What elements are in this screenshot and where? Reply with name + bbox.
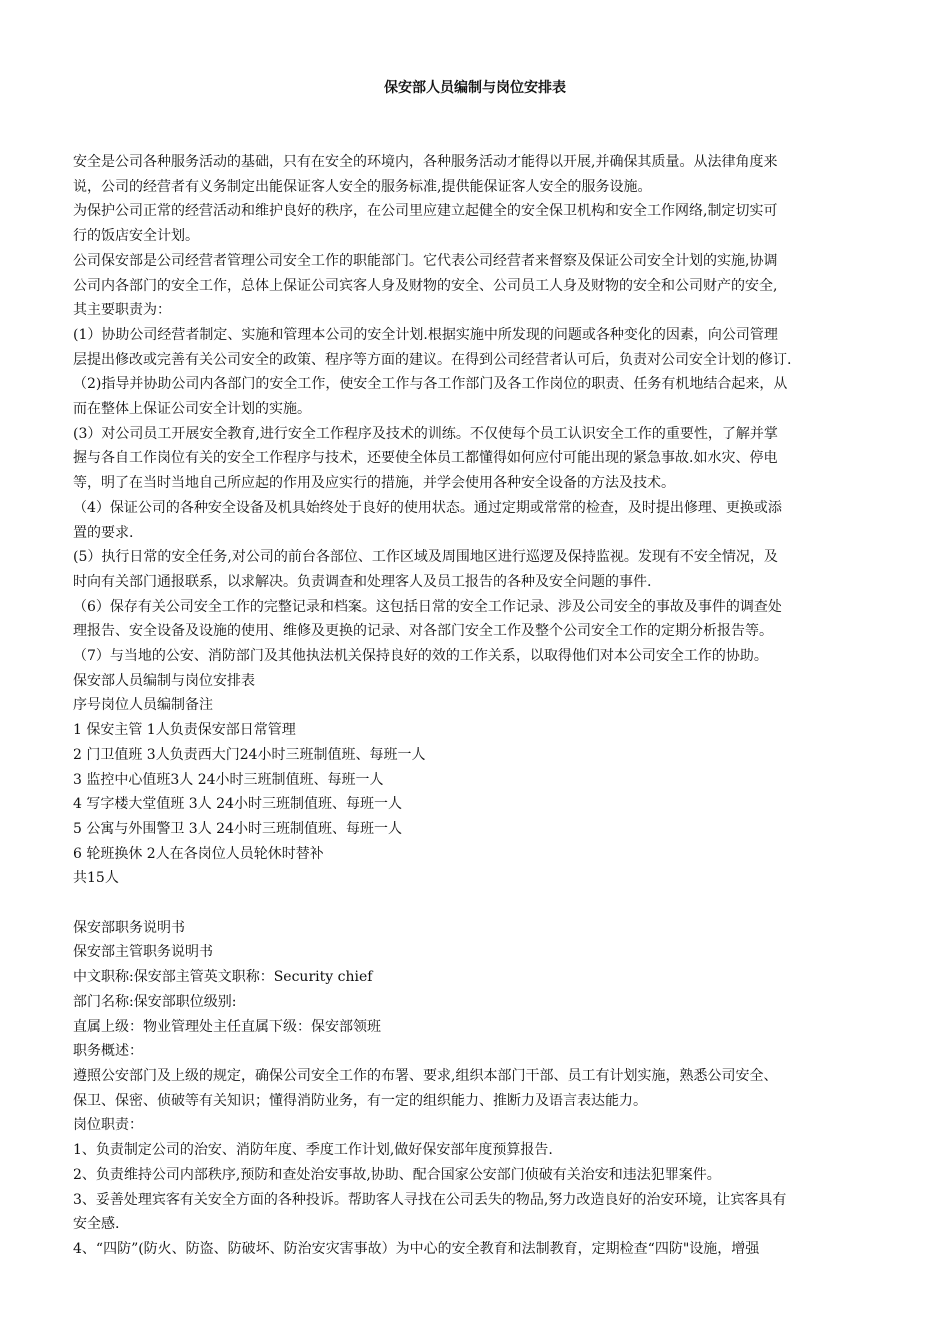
text-line: 3 监控中心值班3人 24小时三班制值班、每班一人 <box>73 771 384 788</box>
text-line: （4）保证公司的各种安全设备及机具始终处于良好的使用状态。通过定期或常常的检查，及时提出修理、更换或添 <box>73 499 782 516</box>
text-line: 直属上级：物业管理处主任直属下级：保安部领班 <box>73 1018 381 1035</box>
document-title: 保安部人员编制与岗位安排表 <box>384 80 566 96</box>
text-line: （6）保存有关公司安全工作的完整记录和档案。这包括日常的安全工作记录、涉及公司安全的事故及事件的调查处 <box>73 598 782 615</box>
text-line: 6 轮班换休 2人在各岗位人员轮休时替补 <box>73 845 324 862</box>
text-line: 为保护公司正常的经营活动和维护良好的秩序，在公司里应建立起健全的安全保卫机构和安全工作网络,制定切实可 <box>73 203 778 220</box>
text-line: 5 公寓与外围警卫 3人 24小时三班制值班、每班一人 <box>73 820 402 837</box>
text-line: 遵照公安部门及上级的规定，确保公司安全工作的布署、要求,组织本部门干部、员工有计划实施，熟悉公司安全、 <box>73 1068 778 1084</box>
text-line: (1）协助公司经营者制定、实施和管理本公司的安全计划.根据实施中所发现的问题或各种变化的因素，向公司管理 <box>73 326 778 343</box>
text-line: 4、“四防”(防火、防盗、防破坏、防治安灾害事故）为中心的安全教育和法制教育，定期检查“四防"设施，增强 <box>73 1240 760 1257</box>
text-line: 保卫、保密、侦破等有关知识；懂得消防业务，有一定的组织能力、推断力及语言表达能力。 <box>73 1092 647 1109</box>
text-line: 公司内各部门的安全工作，总体上保证公司宾客人身及财物的安全、公司员工人身及财物的安全和公司财产的安全, <box>73 277 778 294</box>
text-line: 握与各自工作岗位有关的安全工作程序与技术，还要使全体员工都懂得如何应付可能出现的紧急事故.如水灾、停电 <box>73 450 778 467</box>
text-line: 行的饭店安全计划。 <box>73 228 199 245</box>
text-line <box>73 891 885 916</box>
text-line: 1、负责制定公司的治安、消防年度、季度工作计划,做好保安部年度预算报告. <box>73 1142 553 1159</box>
text-line: 1 保安主管 1人负责保安部日常管理 <box>73 722 296 739</box>
text-line: 保安部人员编制与岗位安排表 <box>73 672 255 689</box>
text-line: 3、妥善处理宾客有关安全方面的各种投诉。帮助客人寻找在公司丢失的物品,努力改造良好的治安环境，让宾客具有 <box>73 1191 787 1208</box>
text-line: 岗位职责： <box>73 1117 143 1134</box>
text-line: 共15人 <box>73 870 119 887</box>
document-body <box>73 150 885 1262</box>
text-line: 理报告、安全设备及设施的使用、维修及更换的记录、对各部门安全工作及整个公司安全工作的定期分析报告等。 <box>73 623 773 640</box>
text-line: 安全感. <box>73 1216 120 1233</box>
text-line: 保安部职务说明书 <box>73 919 185 936</box>
text-line: (5）执行日常的安全任务,对公司的前台各部位、工作区域及周围地区进行巡逻及保持监视。发现有不安全情况，及 <box>73 549 778 566</box>
text-line: 层提出修改或完善有关公司安全的政策、程序等方面的建议。在得到公司经营者认可后，负责对公司安全计划的修订. <box>73 351 792 368</box>
text-line: 职务概述： <box>73 1043 143 1060</box>
text-line: 而在整体上保证公司安全计划的实施。 <box>73 401 311 418</box>
text-line: 等，明了在当时当地自己所应起的作用及应实行的措施，并学会使用各种安全设备的方法及技术。 <box>73 475 675 492</box>
text-line: 其主要职责为： <box>73 302 171 319</box>
text-line: 中文职称:保安部主管英文职称：Security chief <box>73 969 373 986</box>
text-line: （2)指导并协助公司内各部门的安全工作，使安全工作与各工作部门及各工作岗位的职责、任务有机地结合起来，从 <box>73 376 788 393</box>
text-line: 说，公司的经营者有义务制定出能保证客人安全的服务标准,提供能保证客人安全的服务设施。 <box>73 178 652 195</box>
text-line: (3）对公司员工开展安全教育,进行安全工作程序及技术的训练。不仅使每个员工认识安全工作的重要性，了解并掌 <box>73 425 778 442</box>
text-line: 时向有关部门通报联系，以求解决。负责调查和处理客人及员工报告的各种及安全问题的事件. <box>73 573 652 590</box>
text-line: 2 门卫值班 3人负责西大门24小时三班制值班、每班一人 <box>73 746 426 763</box>
text-line: 置的要求. <box>73 524 134 541</box>
text-line: 安全是公司各种服务活动的基础，只有在安全的环境内，各种服务活动才能得以开展,并确保其质量。从法律角度来 <box>73 154 778 170</box>
text-line: （7）与当地的公安、消防部门及其他执法机关保持良好的效的工作关系，以取得他们对本公司安全工作的协助。 <box>73 648 768 665</box>
text-line: 保安部主管职务说明书 <box>73 944 213 961</box>
text-line: 公司保安部是公司经营者管理公司安全工作的职能部门。它代表公司经营者来督察及保证公司安全计划的实施,协调 <box>73 252 778 269</box>
text-line: 4 写字楼大堂值班 3人 24小时三班制值班、每班一人 <box>73 796 402 813</box>
text-line: 部门名称:保安部职位级别: <box>73 993 237 1010</box>
text-line: 2、负责维持公司内部秩序,预防和查处治安事故,协助、配合国家公安部门侦破有关治安和违法犯罪案件。 <box>73 1166 721 1183</box>
text-line: 序号岗位人员编制备注 <box>73 697 213 714</box>
